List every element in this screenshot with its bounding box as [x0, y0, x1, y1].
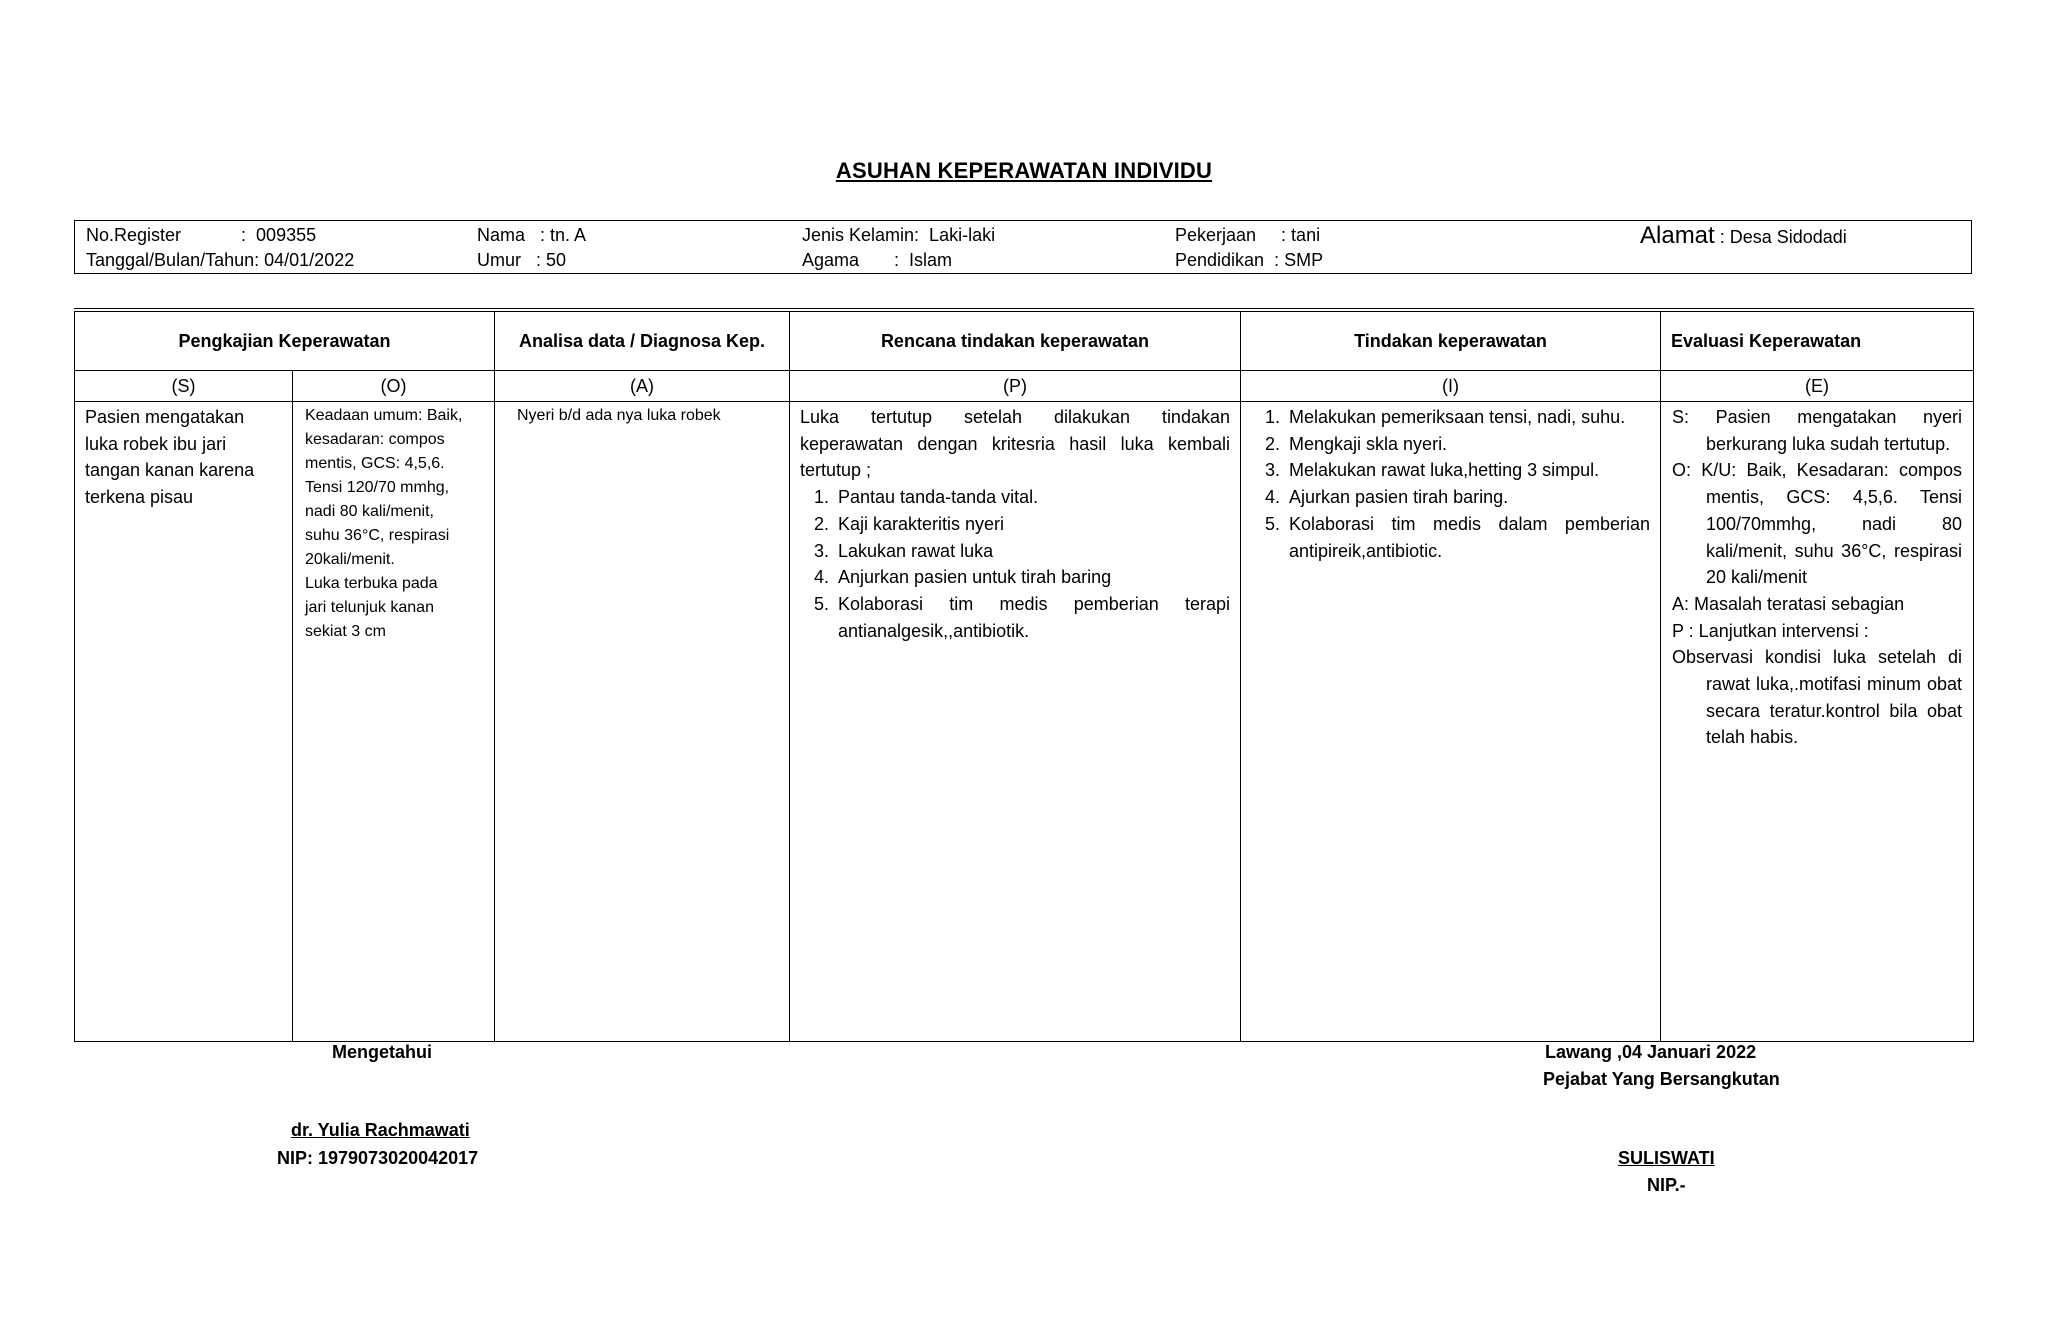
- tanggal: Tanggal/Bulan/Tahun: 04/01/2022: [86, 250, 355, 270]
- footer-right-nip: NIP.-: [1647, 1175, 1686, 1195]
- cell-evaluation: [1661, 402, 1974, 1042]
- evaluation-item: P : Lanjutkan intervensi :: [1672, 620, 1869, 641]
- implementation-block: [1241, 402, 1660, 566]
- subjective-text: Pasien mengatakan luka robek ibu jari tangan kanan karena terkena pisau: [85, 407, 255, 508]
- subheader-row: [75, 371, 1974, 402]
- evaluation-item: A: Masalah teratasi sebagian: [1672, 593, 1905, 614]
- objective-text: [293, 402, 494, 646]
- objective-line: Keadaan umum: Baik,: [305, 407, 463, 424]
- header-rencana: Rencana tindakan keperawatan: [790, 310, 1241, 371]
- address-label: Alamat: [1640, 222, 1715, 249]
- header-pengkajian: Pengkajian Keperawatan: [75, 310, 495, 371]
- objective-line: sekiat 3 cm: [305, 623, 386, 640]
- plan-block: [790, 402, 1240, 646]
- sub-a: (A): [495, 371, 790, 402]
- patient-name: Nama : tn. A: [477, 225, 587, 245]
- content-row: [75, 402, 1974, 1042]
- header-tindakan: Tindakan keperawatan: [1241, 310, 1661, 371]
- patient-identity-box: [74, 220, 1972, 274]
- header-analisa: Analisa data / Diagnosa Kep.: [495, 310, 790, 371]
- footer-place-date: Lawang ,04 Januari 2022: [1545, 1042, 1757, 1062]
- assessment-text: Nyeri b/d ada nya luka robek: [517, 407, 721, 424]
- header-row: [75, 310, 1974, 371]
- plan-item: 2. Kaji karakteritis nyeri: [834, 511, 1230, 538]
- care-plan-table: [74, 308, 1974, 1042]
- cell-subjective: [75, 402, 293, 1042]
- objective-line: jari telunjuk kanan: [305, 599, 434, 616]
- footer-left-name: dr. Yulia Rachmawati: [291, 1120, 470, 1140]
- sub-o: (O): [293, 371, 495, 402]
- cell-plan: [790, 402, 1241, 1042]
- footer-left-label: Mengetahui: [332, 1042, 433, 1062]
- page-title: ASUHAN KEPERAWATAN INDIVIDU: [835, 158, 1213, 183]
- patient-age: Umur : 50: [477, 250, 567, 270]
- sub-s: (S): [75, 371, 293, 402]
- header-evaluasi: Evaluasi Keperawatan: [1661, 310, 1974, 371]
- footer-role: Pejabat Yang Bersangkutan: [1543, 1069, 1780, 1089]
- no-register: No.Register : 009355: [86, 225, 317, 245]
- sub-p: (P): [790, 371, 1241, 402]
- objective-line: kesadaran: compos: [305, 431, 445, 448]
- objective-line: 20kali/menit.: [305, 551, 395, 568]
- patient-address: [1640, 222, 1847, 249]
- implementation-list: [1251, 404, 1650, 564]
- objective-line: Tensi 120/70 mmhg,: [305, 479, 450, 496]
- cell-implementation: [1241, 402, 1661, 1042]
- plan-item: 3. Lakukan rawat luka: [834, 538, 1230, 565]
- patient-sex: Jenis Kelamin: Laki-laki: [802, 225, 996, 245]
- implementation-item: 1. Melakukan pemeriksaan tensi, nadi, suhu.: [1285, 404, 1650, 431]
- plan-item: 4. Anjurkan pasien untuk tirah baring: [834, 564, 1230, 591]
- evaluation-block: [1661, 402, 1973, 753]
- implementation-item: 2. Mengkaji skla nyeri.: [1285, 431, 1650, 458]
- objective-line: Luka terbuka pada: [305, 575, 438, 592]
- patient-religion: Agama : Islam: [802, 250, 953, 270]
- evaluation-item: S: Pasien mengatakan nyeri berkurang luka sudah tertutup.: [1672, 407, 1962, 454]
- cell-objective: [293, 402, 495, 1042]
- cell-assessment: [495, 402, 790, 1042]
- plan-item: 5. Kolaborasi tim medis pemberian terapi antianalgesik,,antibiotik.: [834, 591, 1230, 644]
- sub-i: (I): [1241, 371, 1661, 402]
- plan-list: [800, 484, 1230, 644]
- address-value: : Desa Sidodadi: [1714, 227, 1847, 247]
- objective-line: suhu 36°C, respirasi: [305, 527, 450, 544]
- patient-education: Pendidikan : SMP: [1175, 250, 1324, 270]
- evaluation-item: Observasi kondisi luka setelah di rawat luka,.motifasi minum obat secara teratur.kontrol bila obat telah habis.: [1672, 647, 1962, 748]
- plan-intro: Luka tertutup setelah dilakukan tindakan keperawatan dengan kritesria hasil luka kembali tertutup ;: [800, 407, 1230, 481]
- implementation-item: 4. Ajurkan pasien tirah baring.: [1285, 484, 1650, 511]
- footer-right-name: SULISWATI: [1618, 1148, 1715, 1168]
- patient-job: Pekerjaan : tani: [1175, 225, 1321, 245]
- footer-left-nip: NIP: 1979073020042017: [277, 1148, 479, 1168]
- objective-line: nadi 80 kali/menit,: [305, 503, 434, 520]
- implementation-item: 3. Melakukan rawat luka,hetting 3 simpul.: [1285, 457, 1650, 484]
- sub-e: (E): [1661, 371, 1974, 402]
- objective-line: mentis, GCS: 4,5,6.: [305, 455, 445, 472]
- plan-item: 1. Pantau tanda-tanda vital.: [834, 484, 1230, 511]
- evaluation-item: O: K/U: Baik, Kesadaran: compos mentis, GCS: 4,5,6. Tensi 100/70mmhg, nadi 80 kali/menit, suhu 36°C, respirasi 20 kali/menit: [1672, 460, 1962, 588]
- implementation-item: 5. Kolaborasi tim medis dalam pemberian antipireik,antibiotic.: [1285, 511, 1650, 564]
